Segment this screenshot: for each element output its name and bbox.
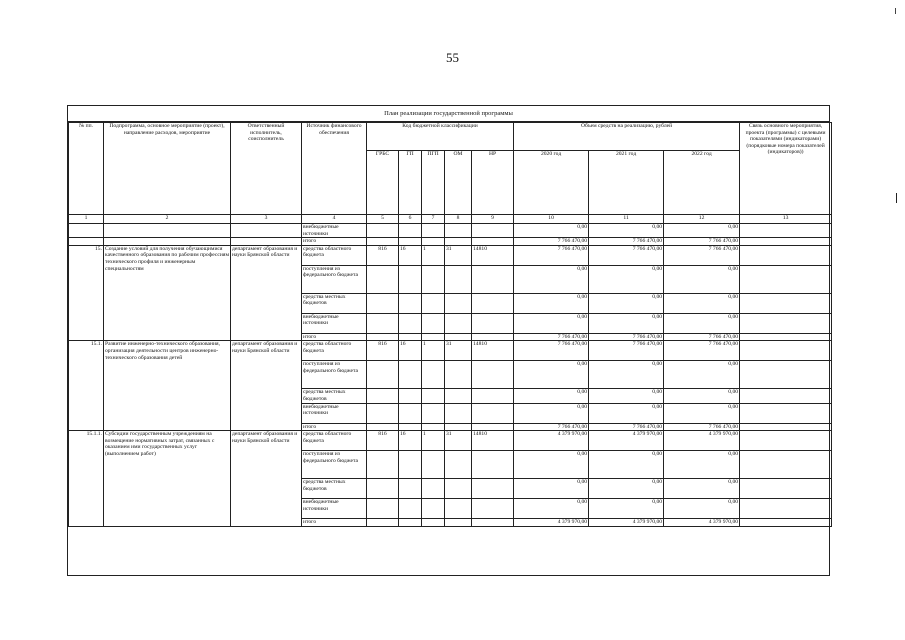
indicator-link — [740, 389, 832, 403]
kbk-om — [445, 479, 472, 499]
column-number: 2 — [104, 215, 231, 224]
kbk-grbs: 816 — [367, 341, 399, 361]
kbk-grbs — [367, 224, 399, 238]
amount-2022: 0,00 — [664, 361, 740, 389]
amount-2021: 0,00 — [589, 499, 664, 519]
funding-source: внебюджетные источники — [302, 499, 367, 519]
header-subprogram: Подпрограмма, основное мероприятие (проект), направление расходов, мероприятие — [104, 123, 231, 215]
amount-2021: 0,00 — [589, 313, 664, 333]
column-number: 6 — [399, 215, 422, 224]
table-row — [69, 431, 832, 451]
kbk-pgp — [422, 238, 445, 246]
kbk-np: 14810 — [472, 245, 514, 265]
amount-2020: 0,00 — [514, 479, 589, 499]
row-num — [69, 238, 104, 246]
amount-2020: 0,00 — [514, 403, 589, 423]
kbk-pgp — [422, 479, 445, 499]
column-number: 12 — [664, 215, 740, 224]
funding-source: внебюджетные источники — [302, 224, 367, 238]
kbk-om — [445, 499, 472, 519]
kbk-om — [445, 333, 472, 341]
row-responsible: департамент образования и науки Брянской области — [231, 341, 302, 431]
indicator-link — [740, 479, 832, 499]
row-name: Развитие инженерно-технического образования, организация деятельности центров инженерно-технического образования детей — [104, 341, 231, 431]
amount-2020: 0,00 — [514, 265, 589, 293]
amount-2022: 7 766 470,00 — [664, 341, 740, 361]
kbk-grbs — [367, 293, 399, 313]
kbk-pgp — [422, 451, 445, 479]
indicator-link — [740, 451, 832, 479]
kbk-np — [472, 499, 514, 519]
kbk-np — [472, 519, 514, 527]
amount-2022: 0,00 — [664, 265, 740, 293]
header-responsible: Ответственный исполнитель, соисполнитель — [231, 123, 302, 215]
kbk-grbs: 816 — [367, 245, 399, 265]
table-row — [69, 238, 832, 246]
amount-2021: 0,00 — [589, 403, 664, 423]
header-2021: 2021 год — [589, 151, 664, 215]
kbk-grbs — [367, 333, 399, 341]
amount-2021: 0,00 — [589, 265, 664, 293]
amount-2022: 4 379 970,00 — [664, 519, 740, 527]
indicator-link — [740, 238, 832, 246]
amount-2021: 4 379 970,00 — [589, 431, 664, 451]
kbk-gp — [399, 313, 422, 333]
amount-2022: 7 766 470,00 — [664, 238, 740, 246]
kbk-pgp — [422, 519, 445, 527]
kbk-gp: 16 — [399, 431, 422, 451]
kbk-grbs — [367, 451, 399, 479]
header-np: НР — [472, 151, 514, 215]
kbk-gp — [399, 333, 422, 341]
kbk-pgp: 1 — [422, 431, 445, 451]
column-number: 9 — [472, 215, 514, 224]
amount-2021: 7 766 470,00 — [589, 238, 664, 246]
column-number: 3 — [231, 215, 302, 224]
funding-source: поступления из федерального бюджета — [302, 265, 367, 293]
amount-2021: 0,00 — [589, 479, 664, 499]
kbk-grbs — [367, 423, 399, 431]
amount-2021: 4 379 970,00 — [589, 519, 664, 527]
kbk-gp — [399, 479, 422, 499]
amount-2020: 0,00 — [514, 499, 589, 519]
amount-2020: 4 379 970,00 — [514, 519, 589, 527]
kbk-gp — [399, 451, 422, 479]
indicator-link — [740, 333, 832, 341]
column-number: 8 — [445, 215, 472, 224]
kbk-grbs — [367, 238, 399, 246]
kbk-om — [445, 293, 472, 313]
plan-table — [68, 122, 832, 527]
kbk-grbs — [367, 403, 399, 423]
kbk-np — [472, 403, 514, 423]
kbk-pgp — [422, 333, 445, 341]
plan-table-container — [67, 105, 830, 576]
amount-2021: 0,00 — [589, 451, 664, 479]
kbk-gp — [399, 519, 422, 527]
kbk-om — [445, 238, 472, 246]
kbk-np — [472, 333, 514, 341]
amount-2021: 7 766 470,00 — [589, 423, 664, 431]
amount-2022: 4 379 970,00 — [664, 431, 740, 451]
row-name: Создание условий для получения обучающимися качественного образования по рабочим профессиям технического профиля и инженерным специальностям — [104, 245, 231, 341]
header-pgp: ПГП — [422, 151, 445, 215]
row-num — [69, 224, 104, 238]
kbk-om — [445, 265, 472, 293]
kbk-om: 31 — [445, 431, 472, 451]
funding-source: внебюджетные источники — [302, 313, 367, 333]
funding-source: итого — [302, 238, 367, 246]
kbk-gp — [399, 389, 422, 403]
kbk-pgp — [422, 313, 445, 333]
kbk-gp — [399, 423, 422, 431]
header-volume: Объем средств на реализацию, рублей — [514, 123, 740, 151]
funding-source: средства местных бюджетов — [302, 293, 367, 313]
kbk-om — [445, 361, 472, 389]
amount-2020: 7 766 470,00 — [514, 238, 589, 246]
kbk-om — [445, 313, 472, 333]
column-number: 1 — [69, 215, 104, 224]
kbk-np — [472, 313, 514, 333]
kbk-np — [472, 479, 514, 499]
kbk-np — [472, 361, 514, 389]
indicator-link — [740, 403, 832, 423]
table-row — [69, 245, 832, 265]
kbk-grbs — [367, 313, 399, 333]
row-responsible: департамент образования и науки Брянской области — [231, 431, 302, 527]
amount-2022: 0,00 — [664, 313, 740, 333]
kbk-om: 31 — [445, 341, 472, 361]
kbk-gp — [399, 403, 422, 423]
kbk-grbs: 816 — [367, 431, 399, 451]
amount-2021: 0,00 — [589, 389, 664, 403]
funding-source: средства областного бюджета — [302, 431, 367, 451]
funding-source: средства местных бюджетов — [302, 479, 367, 499]
indicator-link — [740, 519, 832, 527]
kbk-np — [472, 423, 514, 431]
row-name — [104, 238, 231, 246]
row-responsible: департамент образования и науки Брянской области — [231, 245, 302, 341]
kbk-grbs — [367, 361, 399, 389]
kbk-pgp: 1 — [422, 245, 445, 265]
kbk-pgp: 1 — [422, 341, 445, 361]
amount-2021: 0,00 — [589, 224, 664, 238]
funding-source: средства областного бюджета — [302, 245, 367, 265]
header-grbs: ГРБС — [367, 151, 399, 215]
kbk-om — [445, 519, 472, 527]
indicator-link — [740, 265, 832, 293]
kbk-grbs — [367, 265, 399, 293]
kbk-np — [472, 293, 514, 313]
row-num: 15.1.1. — [69, 431, 104, 527]
amount-2020: 0,00 — [514, 293, 589, 313]
kbk-om — [445, 403, 472, 423]
kbk-gp — [399, 224, 422, 238]
header-kbk: Код бюджетной классификации — [367, 123, 514, 151]
header-num: № пп. — [69, 123, 104, 215]
indicator-link — [740, 431, 832, 451]
amount-2022: 7 766 470,00 — [664, 423, 740, 431]
amount-2021: 7 766 470,00 — [589, 245, 664, 265]
indicator-link — [740, 499, 832, 519]
amount-2020: 7 766 470,00 — [514, 341, 589, 361]
kbk-om — [445, 224, 472, 238]
indicator-link — [740, 293, 832, 313]
amount-2020: 4 379 970,00 — [514, 431, 589, 451]
amount-2021: 7 766 470,00 — [589, 341, 664, 361]
kbk-grbs — [367, 519, 399, 527]
kbk-np — [472, 265, 514, 293]
funding-source: внебюджетные источники — [302, 403, 367, 423]
kbk-gp — [399, 293, 422, 313]
column-number: 4 — [302, 215, 367, 224]
indicator-link — [740, 313, 832, 333]
amount-2022: 0,00 — [664, 224, 740, 238]
indicator-link — [740, 341, 832, 361]
header-link: Связь основного мероприятия, проекта (программы) с целевыми показателями (индикаторами) (порядковые номера показателей (индикаторов)) — [740, 123, 832, 215]
header-gp: ГП — [399, 151, 422, 215]
amount-2022: 0,00 — [664, 293, 740, 313]
amount-2022: 0,00 — [664, 403, 740, 423]
page-number: 55 — [446, 50, 459, 65]
table-body — [69, 224, 832, 527]
row-name — [104, 224, 231, 238]
amount-2020: 0,00 — [514, 224, 589, 238]
amount-2022: 0,00 — [664, 389, 740, 403]
kbk-np — [472, 451, 514, 479]
funding-source: поступления из федерального бюджета — [302, 361, 367, 389]
scan-mark — [896, 193, 897, 203]
kbk-pgp — [422, 423, 445, 431]
kbk-pgp — [422, 224, 445, 238]
kbk-gp — [399, 361, 422, 389]
kbk-om — [445, 423, 472, 431]
amount-2020: 0,00 — [514, 451, 589, 479]
kbk-np — [472, 238, 514, 246]
amount-2020: 0,00 — [514, 313, 589, 333]
header-om: ОМ — [445, 151, 472, 215]
kbk-grbs — [367, 499, 399, 519]
kbk-om: 31 — [445, 245, 472, 265]
indicator-link — [740, 361, 832, 389]
column-number: 7 — [422, 215, 445, 224]
column-number: 10 — [514, 215, 589, 224]
funding-source: итого — [302, 519, 367, 527]
amount-2021: 0,00 — [589, 293, 664, 313]
kbk-np — [472, 389, 514, 403]
amount-2020: 7 766 470,00 — [514, 333, 589, 341]
funding-source: средства областного бюджета — [302, 341, 367, 361]
funding-source: итого — [302, 423, 367, 431]
row-name: Субсидии государственным учреждениям на возмещение нормативных затрат, связанных с оказанием ими государственных услуг (выполнением работ) — [104, 431, 231, 527]
table-header — [69, 123, 832, 224]
indicator-link — [740, 423, 832, 431]
kbk-np — [472, 224, 514, 238]
kbk-pgp — [422, 361, 445, 389]
column-number: 11 — [589, 215, 664, 224]
funding-source: поступления из федерального бюджета — [302, 451, 367, 479]
header-source: Источник финансового обеспечения — [302, 123, 367, 215]
kbk-gp: 16 — [399, 245, 422, 265]
kbk-grbs — [367, 479, 399, 499]
amount-2022: 0,00 — [664, 499, 740, 519]
funding-source: итого — [302, 333, 367, 341]
kbk-np: 14810 — [472, 341, 514, 361]
kbk-om — [445, 389, 472, 403]
kbk-pgp — [422, 265, 445, 293]
column-number: 5 — [367, 215, 399, 224]
table-row — [69, 224, 832, 238]
kbk-gp — [399, 238, 422, 246]
amount-2022: 0,00 — [664, 479, 740, 499]
kbk-pgp — [422, 389, 445, 403]
row-num: 15.1. — [69, 341, 104, 431]
scan-mark — [895, 8, 896, 14]
amount-2022: 7 766 470,00 — [664, 245, 740, 265]
plan-title: План реализации государственной программы — [68, 106, 829, 122]
kbk-gp — [399, 265, 422, 293]
header-2020: 2020 год — [514, 151, 589, 215]
amount-2020: 0,00 — [514, 361, 589, 389]
amount-2021: 7 766 470,00 — [589, 333, 664, 341]
kbk-gp — [399, 499, 422, 519]
amount-2020: 7 766 470,00 — [514, 423, 589, 431]
row-num: 15. — [69, 245, 104, 341]
indicator-link — [740, 224, 832, 238]
row-responsible — [231, 238, 302, 246]
amount-2022: 7 766 470,00 — [664, 333, 740, 341]
indicator-link — [740, 245, 832, 265]
kbk-pgp — [422, 499, 445, 519]
table-row — [69, 341, 832, 361]
funding-source: средства местных бюджетов — [302, 389, 367, 403]
amount-2020: 7 766 470,00 — [514, 245, 589, 265]
kbk-pgp — [422, 293, 445, 313]
amount-2022: 0,00 — [664, 451, 740, 479]
amount-2020: 0,00 — [514, 389, 589, 403]
kbk-np: 14810 — [472, 431, 514, 451]
kbk-om — [445, 451, 472, 479]
amount-2021: 0,00 — [589, 361, 664, 389]
row-responsible — [231, 224, 302, 238]
column-numbers-row — [69, 215, 832, 224]
kbk-pgp — [422, 403, 445, 423]
kbk-gp: 16 — [399, 341, 422, 361]
header-2022: 2022 год — [664, 151, 740, 215]
column-number: 13 — [740, 215, 832, 224]
kbk-grbs — [367, 389, 399, 403]
